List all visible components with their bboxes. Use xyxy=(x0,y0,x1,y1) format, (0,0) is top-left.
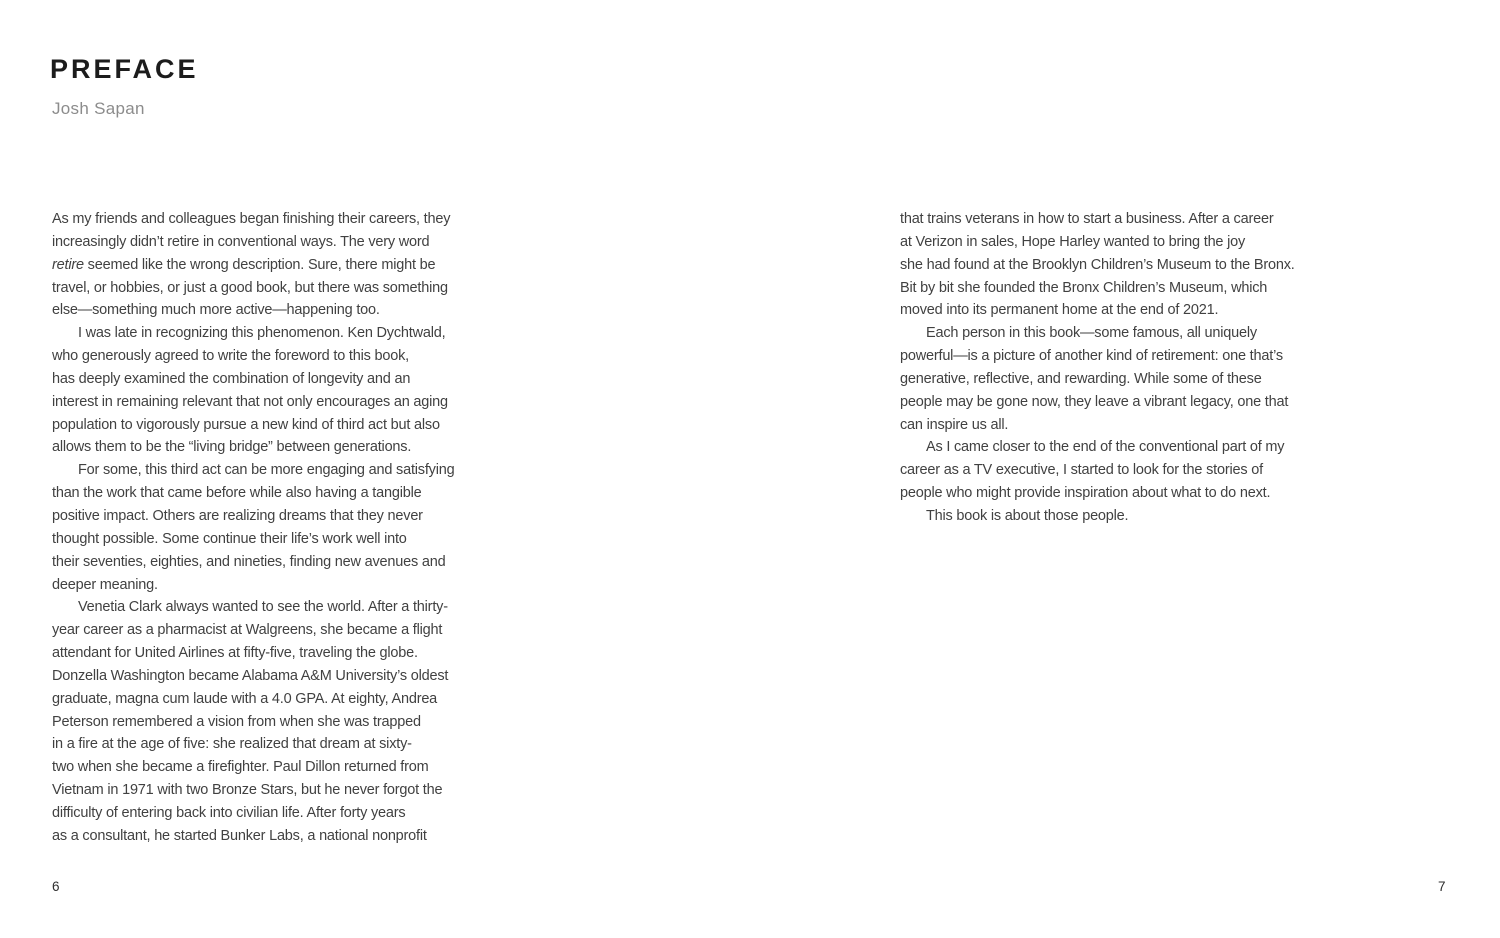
author-byline: Josh Sapan xyxy=(52,99,145,118)
text-line: population to vigorously pursue a new kind of third act but also xyxy=(52,416,440,433)
text-line: generative, reflective, and rewarding. While some of these xyxy=(900,370,1262,387)
text-line: in a fire at the age of five: she realized that dream at sixty- xyxy=(52,736,412,753)
text-line: deeper meaning. xyxy=(52,576,158,593)
text-line: Vietnam in 1971 with two Bronze Stars, but he never forgot the xyxy=(52,782,443,799)
text-line: can inspire us all. xyxy=(900,416,1009,433)
text-line: powerful—is a picture of another kind of retirement: one that’s xyxy=(900,348,1283,365)
text-line: thought possible. Some continue their life’s work well into xyxy=(52,530,407,547)
page-right xyxy=(750,0,1500,938)
text-line: graduate, magna cum laude with a 4.0 GPA. At eighty, Andrea xyxy=(52,690,438,707)
page-number-right: 7 xyxy=(1438,879,1446,894)
paragraph xyxy=(900,436,1345,505)
text-line: I was late in recognizing this phenomenon. Ken Dychtwald, xyxy=(78,325,446,342)
paragraph xyxy=(52,322,497,459)
paragraph xyxy=(900,208,1345,322)
text-line: interest in remaining relevant that not only encourages an aging xyxy=(52,393,448,410)
text-line: Donzella Washington became Alabama A&M University’s oldest xyxy=(52,667,449,684)
text-line: attendant for United Airlines at fifty-five, traveling the globe. xyxy=(52,645,418,662)
text-line: positive impact. Others are realizing dreams that they never xyxy=(52,507,423,524)
text-line: Each person in this book—some famous, all uniquely xyxy=(926,325,1257,342)
text-line: As my friends and colleagues began finishing their careers, they xyxy=(52,211,451,227)
text-line: their seventies, eighties, and nineties, finding new avenues and xyxy=(52,553,446,570)
text-line: Bit by bit she founded the Bronx Children’s Museum, which xyxy=(900,279,1268,296)
text-line: Venetia Clark always wanted to see the world. After a thirty- xyxy=(78,599,448,616)
text-line: difficulty of entering back into civilian life. After forty years xyxy=(52,804,406,821)
text-line: Peterson remembered a vision from when she was trapped xyxy=(52,713,421,730)
text-line: as a consultant, he started Bunker Labs, a national nonprofit xyxy=(52,827,427,844)
paragraph xyxy=(52,459,497,596)
page-number-left: 6 xyxy=(52,879,60,894)
paragraph xyxy=(900,505,1345,528)
page-title: PREFACE xyxy=(50,54,199,84)
text-line: For some, this third act can be more engaging and satisfying xyxy=(78,462,455,479)
text-line: travel, or hobbies, or just a good book, but there was something xyxy=(52,279,448,296)
text-line: has deeply examined the combination of longevity and an xyxy=(52,370,411,387)
paragraph xyxy=(52,596,497,847)
text-line: people who might provide inspiration about what to do next. xyxy=(900,485,1271,502)
text-line: than the work that came before while also having a tangible xyxy=(52,485,422,502)
text-line: at Verizon in sales, Hope Harley wanted to bring the joy xyxy=(900,233,1246,250)
text-line: As I came closer to the end of the conventional part of my xyxy=(926,439,1285,456)
left-page-text-column xyxy=(52,208,497,848)
right-page-text-column xyxy=(900,208,1345,528)
paragraph xyxy=(52,208,497,322)
text-line: two when she became a firefighter. Paul Dillon returned from xyxy=(52,759,429,776)
paragraph xyxy=(900,322,1345,436)
text-line: else—something much more active—happening too. xyxy=(52,302,380,319)
text-line: who generously agreed to write the foreword to this book, xyxy=(52,348,409,365)
text-line: This book is about those people. xyxy=(926,507,1129,524)
text-line: year career as a pharmacist at Walgreens, she became a flight xyxy=(52,622,443,639)
text-line: increasingly didn’t retire in conventional ways. The very word xyxy=(52,233,430,250)
text-line: career as a TV executive, I started to look for the stories of xyxy=(900,462,1263,479)
text-line: she had found at the Brooklyn Children’s Museum to the Bronx. xyxy=(900,256,1295,273)
text-line: that trains veterans in how to start a business. After a career xyxy=(900,211,1274,227)
text-line: allows them to be the “living bridge” between generations. xyxy=(52,439,412,456)
text-line: people may be gone now, they leave a vibrant legacy, one that xyxy=(900,393,1289,410)
text-line: moved into its permanent home at the end of 2021. xyxy=(900,302,1219,319)
text-line: retire seemed like the wrong description. Sure, there might be xyxy=(52,256,436,273)
